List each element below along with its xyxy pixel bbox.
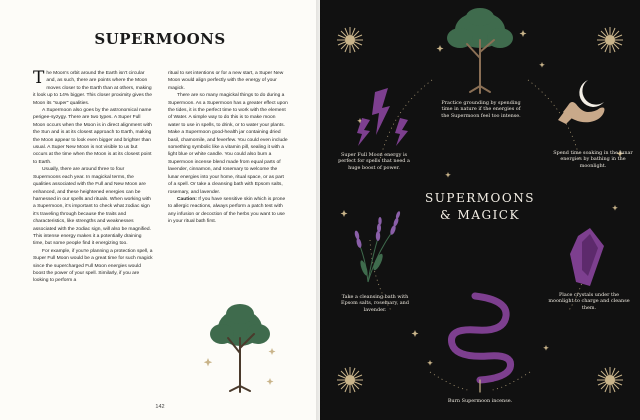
drop-cap: T [33, 68, 45, 88]
paragraph: For example, if you're planning a protection spell, a Super Full Moon would be a great time for such magick since the supercharged Full Moon energies would boost the power of your spell. Similarly, if you are looking to perform a [33, 248, 153, 284]
lavender-icon [354, 211, 401, 282]
paragraph: There are so many magickal things to do during a Supermoon. As a Supermoon has a greater effect upon the tides, it is the perfect time to work with the element of Water. A simple way to do this is to make moon water to use in spells, to drink, or to water your plants. Make a Supermoon good-health jar containing dried basil, chamomile, and feverfew. You could even include something symbolic like a vitamin pill, sealing it with a light blue or white candle. You could also burn a Supermoon incense blend made from equal parts of lavender, cinnamon, and rosemary to welcome the lunar energies into your home, ritual space, or as part of a spell. Or take a cleansing bath with Epsom salts, rosemary, and lavender. [168, 93, 288, 195]
incense-smoke-icon [452, 296, 511, 392]
text-column-left [33, 70, 153, 285]
lightning-icon [357, 88, 408, 146]
title-line: SUPERMOONS [425, 191, 535, 205]
crystal-icon [570, 228, 604, 286]
page-title: SUPERMOONS [94, 30, 226, 48]
title-line: & MAGICK [440, 208, 520, 222]
caption-tree: Practice grounding by spending time in nature if the energies of the Supermoon feel too intense. [441, 100, 521, 119]
right-page [320, 0, 640, 420]
caption-lavender: Take a cleansing bath with Epsom salts, rosemary, and lavender. [341, 294, 409, 313]
paragraph [33, 70, 153, 107]
caution-label: Caution: [177, 196, 197, 202]
caption-lightning: Super Full Moon energy is perfect for spells that need a huge boost of power. [338, 152, 410, 171]
crescent-moon-hand-icon [558, 80, 605, 124]
caption-moon: Spend time soaking in the lunar energies by bathing in the moonlight. [553, 150, 633, 169]
tree-icon [447, 8, 513, 93]
caption-incense: Burn Supermoon incense. [447, 398, 513, 404]
book-gutter [316, 0, 324, 420]
caption-crystal: Place crystals under the moonlight to charge and cleanse them. [548, 292, 630, 311]
page-number: 142 [155, 404, 165, 410]
caution-paragraph [168, 196, 288, 226]
right-page-title [412, 190, 548, 224]
text-column-right [168, 70, 288, 226]
caution-text: If you have sensitive skin which is prone to allergic reactions, always perform a patch test with any infusion or decoction of the herbs you want to use in your ritual bath first. [168, 196, 286, 225]
tree-illustration-icon [200, 298, 280, 393]
paragraph: ritual to set intentions or for a new start, a Super New Moon would align perfectly with the energy of your magick. [168, 71, 284, 91]
paragraph: Usually, there are around three to four Supermoons each year. In magickal terms, the qualities associated with the Full and New Moon are enhanced, and these heightened energies can be harnessed in our spells and rituals. When working with a Supermoon, it's important to check what zodiac sign it's traveling through because the traits and characteristics, like strengths and weaknesses associated with the zodiac sign, will also be magnified. This intense energy makes it a potentially draining time, but some people find it energizing too. [33, 167, 151, 247]
paragraph: A Supermoon also goes by the astronomical name perigee-syzygy. There are two types. A Super Full Moon occurs when the Moon is in direct alignment with the Sun and is at its closest approach to Earth, making the Moon appear to look even bigger and brighter than usual. A Super New Moon is not visible to us but occurs at the time when the Moon is at its closest point to Earth. [33, 108, 152, 165]
paragraph-text: he Moon's orbit around the Earth isn't circular and, as such, there are points where the Moon moves closer to the Earth than at others, making it look up to 14% bigger. This closer proximity gives the Moon its "super" qualities. [33, 71, 152, 106]
